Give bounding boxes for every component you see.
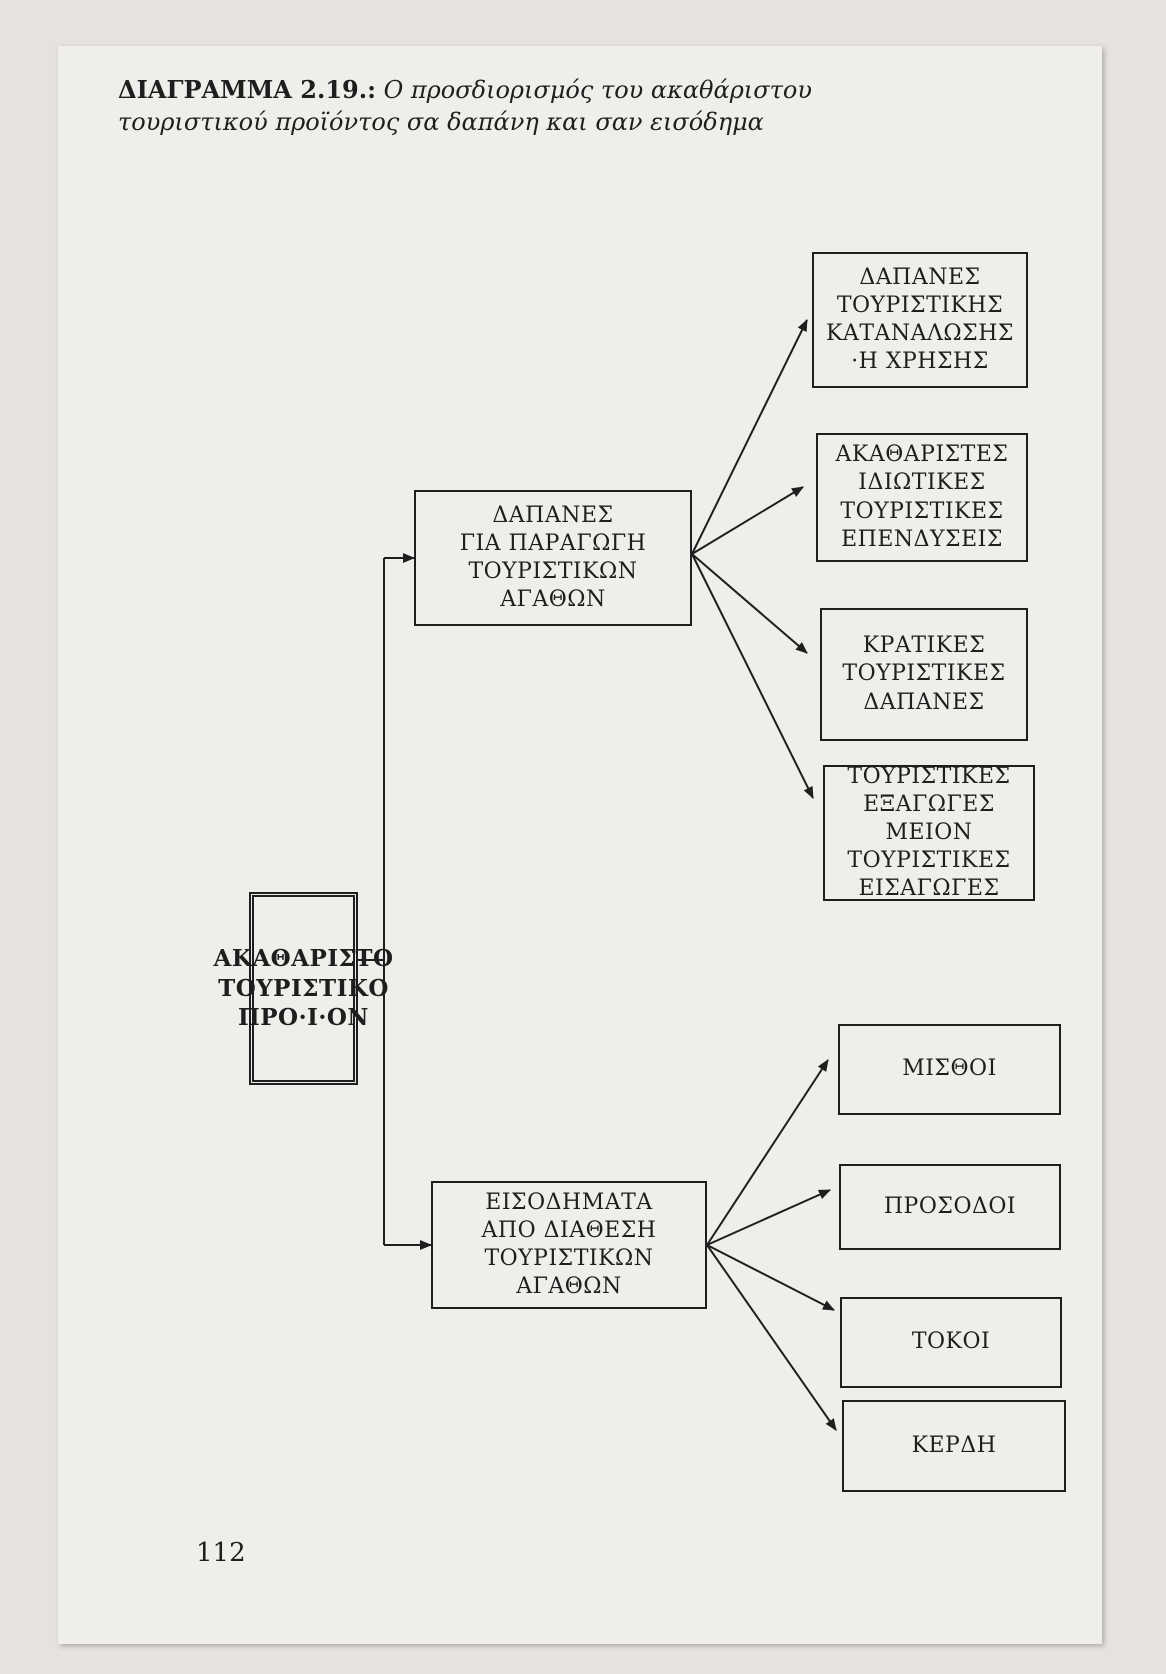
connector-inc-item-3 — [707, 1245, 834, 1310]
income-item-label: ΜΙΣΘΟΙ — [902, 1056, 997, 1082]
income-item-rents — [839, 1164, 1061, 1250]
income-item-interest — [840, 1297, 1062, 1388]
income-item-profits — [842, 1400, 1066, 1492]
expenditure-item-government — [820, 608, 1028, 741]
center-box-label: ΑΚΑΘΑΡΙΣΤΟ ΤΟΥΡΙΣΤΙΚΟ ΠΡΟ·Ι·ΟΝ — [213, 945, 394, 1032]
connector-inc-item-4 — [707, 1245, 836, 1430]
expenditure-item-label: ΚΡΑΤΙΚΕΣ ΤΟΥΡΙΣΤΙΚΕΣ ΔΑΠΑΝΕΣ — [842, 633, 1006, 715]
page-number: 112 — [196, 1538, 246, 1568]
income-item-label: ΚΕΡΔΗ — [911, 1432, 997, 1458]
center-box-gross-tourism-product — [213, 892, 394, 1085]
caption-text: Ο προσδιορισμός του ακαθάριστου τουριστικού προϊόντος σα δαπάνη και σαν εισόδημα — [118, 76, 812, 137]
income-item-label: ΤΟΚΟΙ — [911, 1329, 991, 1355]
expenditure-item-label: ΤΟΥΡΙΣΤΙΚΕΣ ΕΞΑΓΩΓΕΣ ΜΕΙΟΝ ΤΟΥΡΙΣΤΙΚΕΣ ΕΙΣΑΓΩΓΕΣ — [847, 763, 1011, 902]
expenditure-item-consumption — [812, 252, 1028, 388]
income-item-wages — [838, 1024, 1061, 1115]
branch-expenditure-label: ΔΑΠΑΝΕΣ ΓΙΑ ΠΑΡΑΓΩΓΗ ΤΟΥΡΙΣΤΙΚΩΝ ΑΓΑΘΩΝ — [459, 502, 647, 613]
branch-box-expenditure — [414, 490, 692, 626]
branch-income-label: ΕΙΣΟΔΗΜΑΤΑ ΑΠΟ ΔΙΑΘΕΣΗ ΤΟΥΡΙΣΤΙΚΩΝ ΑΓΑΘΩΝ — [481, 1189, 657, 1300]
branch-box-income — [431, 1181, 707, 1309]
income-item-label: ΠΡΟΣΟΔΟΙ — [883, 1193, 1017, 1219]
expenditure-item-label: ΑΚΑΘΑΡΙΣΤΕΣ ΙΔΙΩΤΙΚΕΣ ΤΟΥΡΙΣΤΙΚΕΣ ΕΠΕΝΔΥΣΕΙΣ — [835, 442, 1009, 552]
caption-label: ΔΙΑΓΡΑΜΜΑ 2.19.: — [118, 75, 376, 104]
expenditure-item-net-exports — [823, 765, 1035, 901]
connector-exp-item-3 — [692, 554, 807, 653]
connector-exp-item-4 — [692, 554, 813, 798]
expenditure-item-investment — [816, 433, 1028, 562]
expenditure-item-label: ΔΑΠΑΝΕΣ ΤΟΥΡΙΣΤΙΚΗΣ ΚΑΤΑΝΑΛΩΣΗΣ ·Η ΧΡΗΣΗΣ — [826, 264, 1014, 375]
